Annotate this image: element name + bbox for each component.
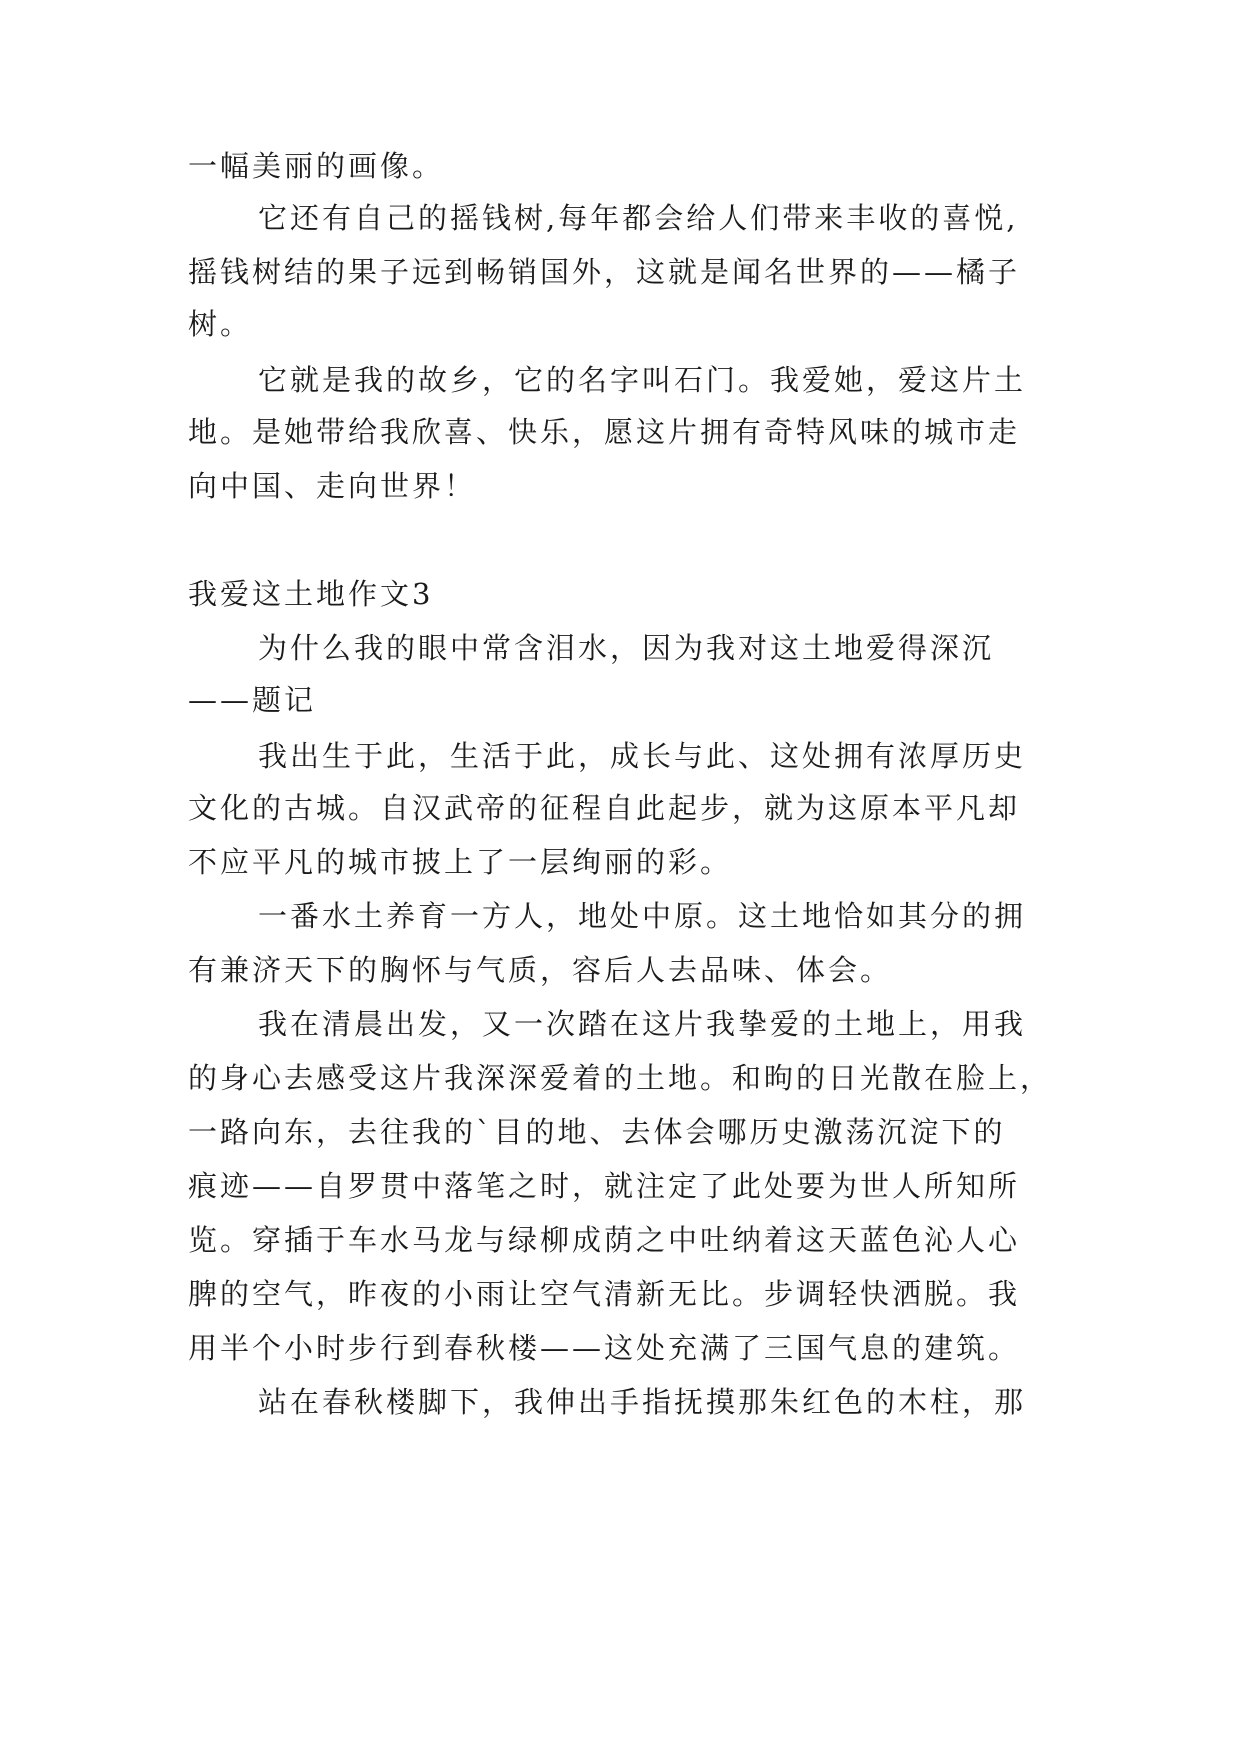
- text-line: ——题记: [188, 683, 317, 717]
- text-line: 站在春秋楼脚下，我伸出手指抚摸那朱红色的木柱，那: [258, 1385, 1027, 1419]
- text-line: 有兼济天下的胸怀与气质，容后人去品味、体会。: [188, 953, 893, 987]
- text-line: 向中国、走向世界！: [188, 469, 477, 503]
- text-line: 我在清晨出发，又一次踏在这片我挚爱的土地上，用我: [258, 1007, 1027, 1041]
- text-line: 它还有自己的摇钱树,每年都会给人们带来丰收的喜悦,: [258, 201, 1019, 235]
- text-line: 一幅美丽的画像。: [188, 149, 445, 183]
- text-line: 一路向东，去往我的`目的地、去体会哪历史激荡沉淀下的: [188, 1115, 1006, 1149]
- text-line: 脾的空气，昨夜的小雨让空气清新无比。步调轻快洒脱。我: [188, 1277, 1021, 1311]
- text-line: 摇钱树结的果子远到畅销国外，这就是闻名世界的——橘子: [188, 255, 1021, 289]
- text-line: 不应平凡的城市披上了一层绚丽的彩。: [188, 845, 733, 879]
- text-line: 的身心去感受这片我深深爱着的土地。和昫的日光散在脸上，: [188, 1061, 1053, 1095]
- text-line: 一番水土养育一方人，地处中原。这土地恰如其分的拥: [258, 899, 1027, 933]
- text-line: 文化的古城。自汉武帝的征程自此起步，就为这原本平凡却: [188, 791, 1021, 825]
- text-line: 为什么我的眼中常含泪水，因为我对这土地爱得深沉: [258, 631, 995, 665]
- section-heading: 我爱这土地作文3: [188, 577, 434, 611]
- text-line: 它就是我的故乡，它的名字叫石门。我爱她，爱这片土: [258, 363, 1027, 397]
- text-line: 用半个小时步行到春秋楼——这处充满了三国气息的建筑。: [188, 1331, 1021, 1365]
- text-line: 痕迹——自罗贯中落笔之时，就注定了此处要为世人所知所: [188, 1169, 1021, 1203]
- text-line: 我出生于此，生活于此，成长与此、这处拥有浓厚历史: [258, 739, 1027, 773]
- text-line: 览。穿插于车水马龙与绿柳成荫之中吐纳着这天蓝色沁人心: [188, 1223, 1021, 1257]
- text-line: 树。: [188, 307, 253, 341]
- text-line: 地。是她带给我欣喜、快乐，愿这片拥有奇特风味的城市走: [188, 415, 1021, 449]
